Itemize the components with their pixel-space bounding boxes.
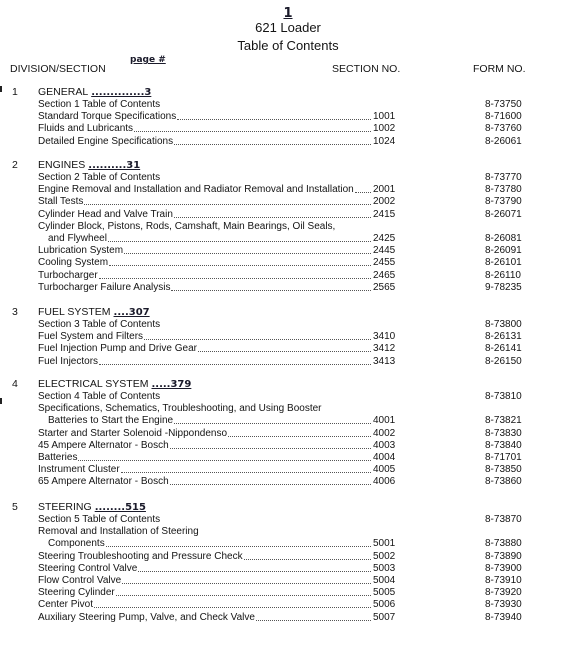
entry-title: Center Pivot [38,599,94,611]
entry-title: Components [48,538,105,550]
toc-entry [38,111,576,123]
dot-leader [174,415,371,424]
column-header-section-no: SECTION NO. [332,63,401,75]
entry-section-number: 4005 [373,464,396,476]
division-heading [38,86,151,98]
column-header-division: DIVISION/SECTION [10,63,106,75]
toc-entry [38,428,576,440]
entry-title: Batteries to Start the Engine [48,415,174,427]
toc-entry [38,526,576,538]
dot-leader [78,452,371,461]
toc-entry [38,587,576,599]
entry-title: Section 1 Table of Contents [38,99,161,110]
dot-leader [116,587,371,596]
entry-section-number: 3410 [373,331,396,343]
entry-section-number: 5007 [373,611,396,623]
entry-title: Steering Troubleshooting and Pressure Check [38,550,243,562]
dot-leader [170,440,371,449]
entry-title: Cylinder Block, Pistons, Rods, Camshaft, Main Bearings, Oil Seals, [38,220,336,232]
entry-section-number: 4006 [373,476,396,488]
entry-title: Batteries [38,452,78,463]
toc-entry [38,538,576,550]
toc-entry [38,123,576,135]
entry-section-number: 5006 [373,599,396,611]
toc-entry [38,612,576,624]
division-name: ENGINES [38,159,86,171]
dot-leader [99,356,371,365]
dot-leader [122,575,371,584]
entry-section-number: 4002 [373,427,396,439]
binder-hole-mark [0,398,2,404]
entry-form-number: 8-26131 [485,331,522,343]
toc-entry [38,343,576,355]
division-number: 3 [12,306,18,318]
dot-leader [198,343,371,352]
column-header-form-no: FORM NO. [473,63,526,75]
entry-section-number: 2415 [373,208,396,220]
toc-entry [38,184,576,196]
dot-leader [177,111,371,120]
binder-hole-mark [0,86,2,92]
toc-entry [38,270,576,282]
entry-title: Stall Tests [38,196,84,208]
entry-section-number: 2565 [373,281,396,293]
toc-entry [38,403,576,415]
dot-leader [355,184,371,193]
entry-form-number: 8-71701 [485,452,522,463]
entry-title: Turbocharger [38,269,98,281]
handwritten-page-number: ..........31 [88,160,141,171]
entry-section-number: 2425 [373,233,396,244]
entry-title: Section 4 Table of Contents [38,391,161,402]
dot-leader [228,428,371,437]
entry-title: Starter and Starter Solenoid -Nippondenso [38,427,228,439]
entry-form-number: 8-26101 [485,257,522,269]
entry-section-number: 2465 [373,269,396,281]
entry-title: Turbocharger Failure Analysis [38,281,171,293]
entry-section-number: 2455 [373,257,396,269]
entry-form-number: 8-71600 [485,111,522,123]
entry-form-number: 8-73860 [485,476,522,488]
dot-leader [256,612,371,621]
toc-entry [38,257,576,269]
entry-form-number: 8-73790 [485,196,522,208]
toc-entry [38,172,576,184]
entry-form-number: 8-73900 [485,562,522,574]
entry-form-number: 8-73840 [485,439,522,451]
entry-title: Auxiliary Steering Pump, Valve, and Check Valve [38,611,255,623]
entry-form-number: 8-73830 [485,427,522,439]
entry-form-number: 8-73800 [485,319,522,330]
division-number: 5 [12,501,18,513]
entry-form-number: 8-73870 [485,514,522,525]
division-heading [38,159,140,171]
entry-section-number: 5003 [373,562,396,574]
toc-entry [38,245,576,257]
entry-title: Specifications, Schematics, Troubleshooting, and Using Booster [38,403,322,415]
division-heading [38,378,191,390]
entry-section-number: 4004 [373,452,396,463]
entry-title: Engine Removal and Installation and Radiator Removal and Installation [38,184,354,196]
entry-form-number: 8-73770 [485,172,522,183]
toc-entry [38,464,576,476]
toc-entry [38,440,576,452]
entry-section-number: 3413 [373,355,396,367]
dot-leader [171,282,371,291]
entry-title: Fuel Injection Pump and Drive Gear [38,343,197,355]
entry-section-number: 5002 [373,550,396,562]
entry-form-number: 8-73780 [485,184,522,196]
entry-title: Detailed Engine Specifications [38,135,174,147]
entry-form-number: 8-26071 [485,208,522,220]
toc-entry [38,319,576,331]
handwritten-page-number: ....307 [113,307,150,318]
entry-section-number: 1001 [373,111,396,123]
entry-title: Removal and Installation of Steering [38,526,199,538]
entry-form-number: 8-73940 [485,611,522,623]
entry-form-number: 8-73920 [485,587,522,599]
entry-form-number: 8-73750 [485,99,522,110]
toc-entry [38,551,576,563]
entry-title: Fuel Injectors [38,355,99,367]
division-heading [38,501,146,513]
entry-title: Section 2 Table of Contents [38,172,161,183]
dot-leader [138,563,371,572]
division-number: 1 [12,86,18,98]
entry-title: Section 3 Table of Contents [38,319,161,330]
entry-section-number: 5001 [373,538,396,550]
dot-leader [108,233,371,242]
entry-section-number: 2001 [373,184,396,196]
dot-leader [106,538,371,547]
entry-title: Cooling System [38,257,109,269]
dot-leader [170,476,371,485]
column-header-page-handwritten: page # [130,55,166,65]
division-name: FUEL SYSTEM [38,306,111,318]
toc-entry [38,136,576,148]
entry-title: Steering Control Valve [38,562,138,574]
entry-form-number: 8-73821 [485,415,522,427]
entry-title: 65 Ampere Alternator - Bosch [38,476,169,488]
entry-title: Cylinder Head and Valve Train [38,208,173,220]
entry-form-number: 8-26141 [485,343,522,355]
toc-entry [38,221,576,233]
entry-title: 45 Ampere Alternator - Bosch [38,439,169,451]
toc-entry [38,233,576,245]
entry-form-number: 9-78235 [485,281,522,293]
entry-section-number: 2002 [373,196,396,208]
division-name: ELECTRICAL SYSTEM [38,378,149,390]
entry-title: Steering Cylinder [38,587,115,599]
entry-section-number: 1024 [373,135,396,147]
entry-section-number: 2445 [373,245,396,257]
dot-leader [84,196,371,205]
toc-entry [38,356,576,368]
entry-form-number: 8-73890 [485,550,522,562]
toc-entry [38,599,576,611]
toc-entry [38,514,576,526]
dot-leader [109,257,371,266]
entry-form-number: 8-26110 [485,269,521,281]
entry-section-number: 5005 [373,587,396,599]
entry-title: Lubrication System [38,245,124,257]
page-marker: 1 [283,6,293,21]
dot-leader [174,209,371,218]
document-title: 621 Loader [255,20,321,35]
toc-entry [38,563,576,575]
toc-entry [38,476,576,488]
toc-entry [38,575,576,587]
dot-leader [99,270,371,279]
dot-leader [144,331,371,340]
dot-leader [174,136,371,145]
entry-title: Flow Control Valve [38,575,122,586]
handwritten-page-number: ........515 [94,502,146,513]
entry-section-number: 5004 [373,575,396,586]
entry-form-number: 8-73880 [485,538,522,550]
division-number: 4 [12,378,18,390]
entry-form-number: 8-73850 [485,464,522,476]
toc-entry [38,99,576,111]
toc-entry [38,331,576,343]
toc-entry [38,282,576,294]
entry-title: Fuel System and Filters [38,331,144,343]
dot-leader [121,464,371,473]
toc-entry [38,391,576,403]
entry-section-number: 1002 [373,123,396,135]
entry-title: Section 5 Table of Contents [38,514,161,525]
division-name: STEERING [38,501,92,513]
handwritten-page-number: .....379 [151,379,192,390]
entry-form-number: 8-73810 [485,391,522,402]
entry-form-number: 8-26091 [485,245,522,257]
dot-leader [244,551,371,560]
toc-entry [38,209,576,221]
entry-form-number: 8-73930 [485,599,522,611]
entry-form-number: 8-26061 [485,135,522,147]
dot-leader [124,245,371,254]
dot-leader [94,599,371,608]
entry-section-number: 4001 [373,415,396,427]
entry-title: Instrument Cluster [38,464,120,476]
division-number: 2 [12,159,18,171]
toc-entry [38,196,576,208]
division-heading [38,306,150,318]
entry-form-number: 8-26081 [485,233,522,244]
entry-form-number: 8-26150 [485,355,522,367]
entry-title: Fluids and Lubricants [38,123,134,135]
entry-form-number: 8-73910 [485,575,522,586]
entry-form-number: 8-73760 [485,123,522,135]
entry-title: and Flywheel [48,233,107,244]
toc-entry [38,452,576,464]
entry-section-number: 3412 [373,343,396,355]
entry-title: Standard Torque Specifications [38,111,177,123]
document-subtitle: Table of Contents [237,38,339,53]
toc-entry [38,415,576,427]
handwritten-page-number: ..............3 [91,87,152,98]
entry-section-number: 4003 [373,439,396,451]
dot-leader [134,123,371,132]
division-name: GENERAL [38,86,89,98]
